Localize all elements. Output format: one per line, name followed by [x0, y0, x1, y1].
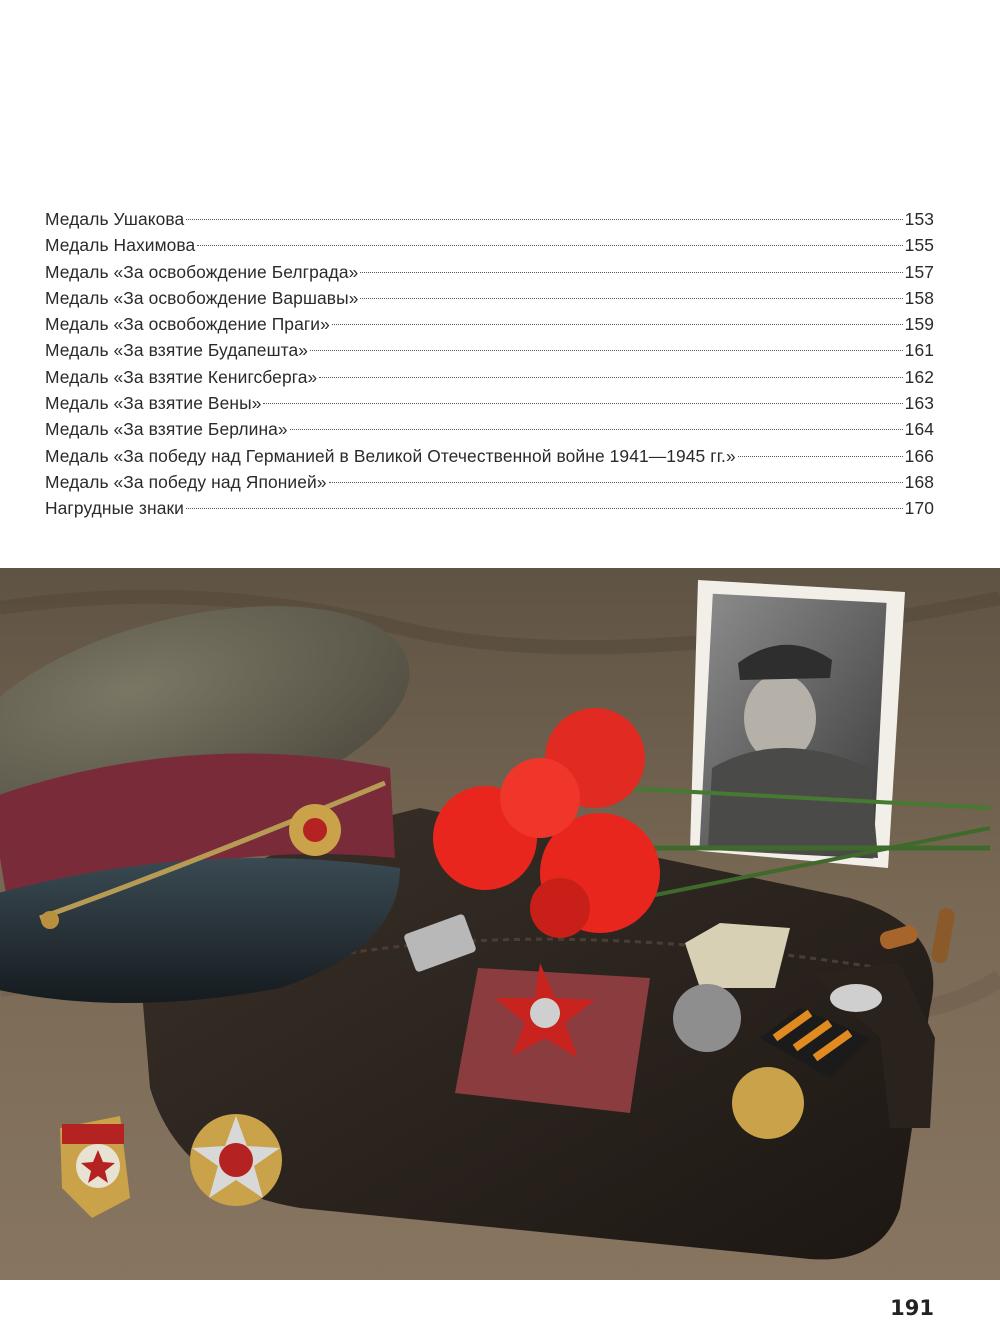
toc-entry — [45, 206, 934, 232]
toc-entry-title: Нагрудные знаки — [45, 498, 184, 519]
portrait-photo — [690, 580, 905, 868]
toc-entry-page: 159 — [904, 314, 934, 335]
toc-entry — [45, 364, 934, 390]
toc-entry-page: 164 — [904, 419, 934, 440]
toc-entry-title: Медаль «За освобождение Белграда» — [45, 261, 359, 282]
medal-icon — [673, 984, 741, 1052]
page-number: 191 — [890, 1296, 934, 1320]
toc-entry — [45, 416, 934, 442]
toc-entry-page: 163 — [904, 393, 934, 414]
toc-entry-title: Медаль «За взятие Будапешта» — [45, 340, 309, 361]
toc-entry-title: Медаль «За победу над Германией в Великой Отечественной войне 1941—1945 гг.» — [45, 445, 736, 466]
dot-leader — [290, 429, 903, 430]
toc-entry — [45, 259, 934, 285]
toc-entry — [45, 469, 934, 495]
soldier-book — [455, 963, 650, 1113]
toc-entry-page: 168 — [904, 471, 934, 492]
dot-leader — [186, 219, 902, 220]
order-patriotic-war — [190, 1114, 282, 1206]
toc-entry-page: 155 — [904, 235, 934, 256]
toc-entry-title: Медаль «За взятие Вены» — [45, 393, 262, 414]
toc-entry-title: Медаль Нахимова — [45, 235, 196, 256]
photo-illustration — [0, 568, 1000, 1280]
dot-leader — [186, 508, 903, 509]
toc-entry-title: Медаль «За взятие Кенигсберга» — [45, 366, 318, 387]
toc-entry — [45, 311, 934, 337]
gold-medal-icon — [732, 1067, 804, 1139]
dot-leader — [197, 245, 902, 246]
toc-entry — [45, 390, 934, 416]
toc-entry-page: 157 — [904, 261, 934, 282]
dot-leader — [738, 456, 903, 457]
toc-entry-title: Медаль «За победу над Японией» — [45, 471, 327, 492]
toc-entry-title: Медаль «За освобождение Варшавы» — [45, 287, 359, 308]
dot-leader — [360, 298, 902, 299]
toc-entry-page: 162 — [904, 366, 934, 387]
toc-entry-page: 161 — [904, 340, 934, 361]
memorabilia-photo — [0, 568, 1000, 1280]
toc-entry-title: Медаль «За взятие Берлина» — [45, 419, 288, 440]
toc-entry-page: 158 — [904, 287, 934, 308]
toc-entry — [45, 337, 934, 363]
toc-entry — [45, 443, 934, 469]
table-of-contents — [45, 206, 934, 522]
toc-entry-title: Медаль «За освобождение Праги» — [45, 314, 330, 335]
dot-leader — [332, 324, 903, 325]
toc-entry-page: 166 — [904, 445, 934, 466]
toc-entry — [45, 232, 934, 258]
toc-entry-title: Медаль Ушакова — [45, 209, 185, 229]
dot-leader — [263, 403, 902, 404]
dot-leader — [319, 377, 902, 378]
toc-entry-page: 153 — [904, 209, 934, 229]
dot-leader — [329, 482, 903, 483]
toc-entry-page: 170 — [904, 498, 934, 519]
dot-leader — [360, 272, 902, 273]
toc-entry — [45, 285, 934, 311]
dot-leader — [310, 350, 903, 351]
toc-entry — [45, 495, 934, 521]
